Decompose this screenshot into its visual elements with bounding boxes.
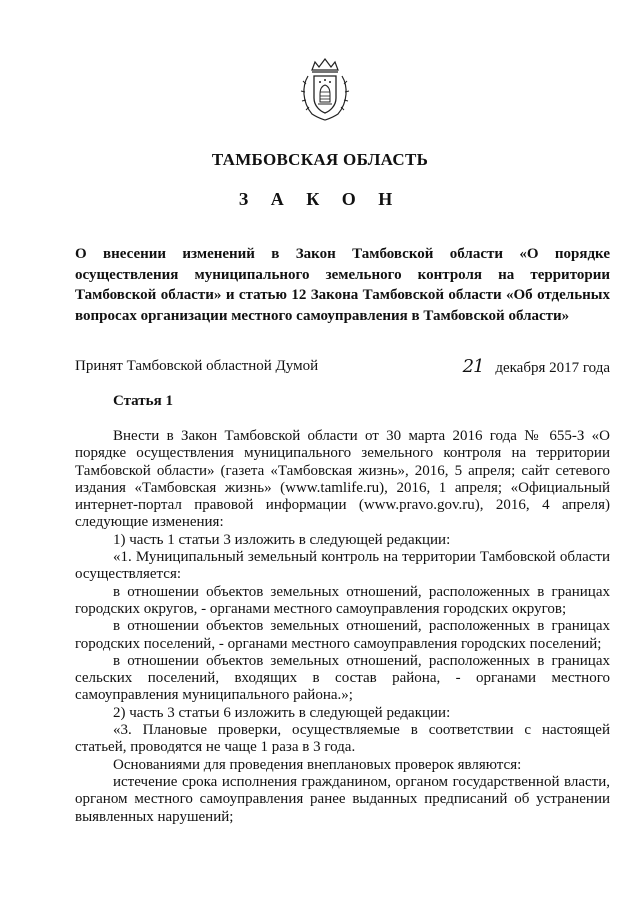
paragraph: в отношении объектов земельных отношений, расположенных в границах городских округов, - органами местного самоуправления городских округов; <box>75 583 610 617</box>
article-body <box>75 428 610 826</box>
paragraph: «1. Муниципальный земельный контроль на территории Тамбовской области осуществляется: <box>75 549 610 583</box>
handwritten-day: 21 <box>462 356 484 377</box>
paragraph: 1) часть 1 статьи 3 изложить в следующей редакции: <box>113 531 451 548</box>
region-heading: ТАМБОВСКАЯ ОБЛАСТЬ <box>211 150 429 169</box>
paragraph: «3. Плановые проверки, осуществляемые в соответствии с настоящей статьей, проводятся не чаще 1 раза в 3 года. <box>75 722 610 756</box>
paragraph: Основаниями для проведения внеплановых проверок являются: <box>113 756 522 773</box>
paragraph: в отношении объектов земельных отношений, расположенных в границах городских поселений, - органами местного самоуправления городских поселений; <box>75 618 610 652</box>
paragraph: Внести в Закон Тамбовской области от 30 марта 2016 года № 655-З «О порядке осуществления муниципального земельного контроля на территории Тамбовской области» (газета «Тамбовская жизнь», 2016, 5 апреля; сайт сетевого издания «Тамбовская жизнь» (www.tamlife.ru), 2016, 1 апреля; «Официальный интернет-портал правовой информации (www.pravo.gov.ru), 2016, 4 апреля) следующие изменения: <box>75 428 610 531</box>
adoption-date-rest: декабря 2017 года <box>495 360 610 376</box>
paragraph: истечение срока исполнения гражданином, органом государственной власти, органом местного самоуправления ранее выданных предписаний об устранении выявленных нарушений; <box>75 773 610 825</box>
tambov-coat-of-arms-icon <box>298 56 352 122</box>
law-title: О внесении изменений в Закон Тамбовской области «О порядке осуществления муниципального земельного контроля на территории Тамбовской области» и статью 12 Закона Тамбовской области «Об отдельных вопросах организации местного самоуправления в Тамбовской области» <box>75 246 610 324</box>
article-heading: Статья 1 <box>113 393 173 409</box>
document-type-heading: З А К О Н <box>238 189 402 209</box>
paragraph: в отношении объектов земельных отношений, расположенных в границах сельских поселений, входящих в состав района, - органами местного самоуправления муниципального района.»; <box>75 652 610 704</box>
paragraph: 2) часть 3 статьи 6 изложить в следующей редакции: <box>113 704 451 721</box>
adopted-by: Принят Тамбовской областной Думой <box>75 358 319 374</box>
adoption-date <box>463 357 610 378</box>
